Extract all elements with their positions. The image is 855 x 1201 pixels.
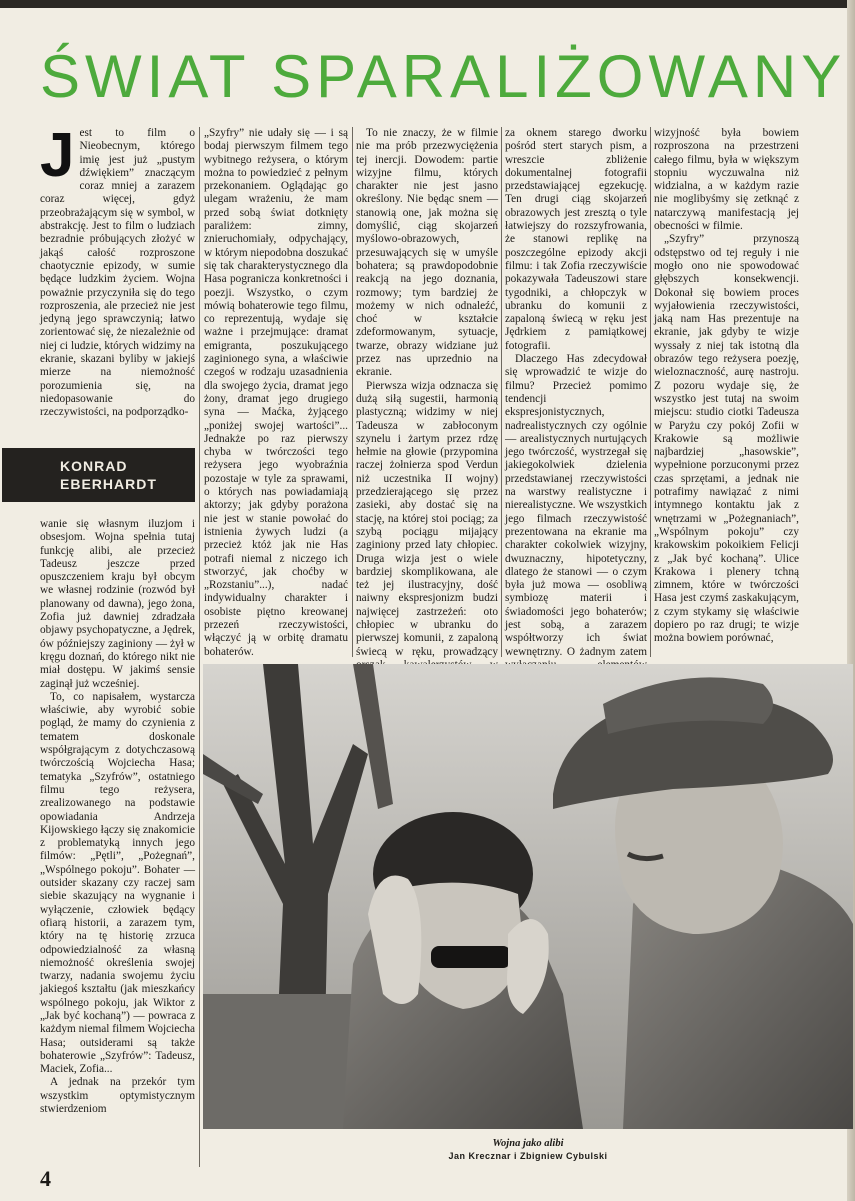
column-divider bbox=[650, 127, 651, 657]
drop-cap: J bbox=[40, 121, 75, 190]
author-first-name: KONRAD bbox=[60, 458, 128, 474]
column-4 bbox=[505, 127, 647, 657]
intro-text: est to film o Nieobecnym, którego imię jest już „pustym dźwiękiem” znaczącym coraz mniej a zarazem coraz więcej, gdyż przeobrażającym się w symbol, w abstrakcję. Jest to film o ludziach bezradnie próbujących złożyć w jakąś całość rozproszone chaotycznie epizody, w sumie będące ludzkim życiem. Wojna poważnie przyczyniła się do tego rozproszenia, ale przecież nie jest jedyną jego sprawczynią; łatwo zorientować się, że niezależnie od niej ci ludzie, których widzimy na ekranie, skazani byliby w jakiejś mierze na niemożność porozumienia się, na niedopasowanie do rzeczywistości, na podporządko- bbox=[40, 127, 195, 419]
column-1-bottom bbox=[40, 518, 195, 1161]
article-title: ŚWIAT SPARALIŻOWANY bbox=[40, 43, 847, 110]
film-still-photo bbox=[203, 664, 853, 1129]
page-number: 4 bbox=[40, 1166, 51, 1191]
paragraph: „Szyfry” nie udały się — i są bodaj pierwszym filmem tego wybitnego reżysera, o którym można to powiedzieć z pełnym przekonaniem. Oglądając go ulegam wrażeniu, że mam przed sobą świat dotknięty paraliżem: zimny, znieruchomiały, odpychający, w którym niepodobna doszukać się tak charakterystycznego dla Hasa pogranicza konkretności i poezji. Wszystko, o czym mówią bohaterowie tego filmu, co reprezentują, wydaje się ważne i przejmujące: dramat emigranta, poszukującego zaginionego syna, a właściwie czegoś w rodzaju uzasadnienia dla swojego życia, dramat jego żony, dramat jego drugiego syna — Maćka, żyjącego „poniżej swojej wartości”... Jednakże po raz pierwszy chyba w twórczości tego reżysera jego wyobraźnia pozostaje w tyle za sprawami, o których nas powiadamiają aktorzy; jak gdyby porażona nie jest w stanie powołać do istnienia żywych ludzi (a przecież któż jak nie Has potrafi niemal z niczego ich stworzyć, jak choćby w „Rozstaniu”...), nadać indywidualny charakter i osobiste piętno kreowanej przezeń rzeczywistości, włączyć ją w orbitę dramatu bohaterów. bbox=[204, 127, 349, 658]
intro-paragraph bbox=[40, 121, 195, 420]
photo-caption bbox=[203, 1138, 853, 1162]
column-3 bbox=[356, 127, 498, 657]
paragraph: „Szyfry” przynoszą odstępstwo od tej reguły i nie mogło ono nie spowodować głębszych konsekwencji. Dokonał się bowiem proces wyjałowienia rzeczywistości, jaką nam Has prezentuje na ekranie, jak gdyby te wizje wyssały z niej tak istotną dla obrazów tego reżysera poezję, wieloznaczność, aurę nastroju. Z pozoru wydaje się, że wszystko jest tutaj na swoim miejscu: studio ciotki Tadeusza w Paryżu czy pokój Zofii w Krakowie są możliwie najbardziej „hasowskie”, wypełnione porzuconymi przez czas sprzętami, a jednak nie potrafimy nawiązać z nimi intymnego kontaktu jak z wnętrzami w „Pożegnaniach”, „Wspólnym pokoju” czy krakowskim pokoikiem Felicji z „Jak być kochaną”. Ulice Krakowa i plenery tchną zimnem, które w twórczości Hasa jest czymś zaskakującym, z czym stykamy się właściwie dopiero po raz drugi; te wizje można bowiem porównać, bbox=[654, 233, 799, 645]
paragraph: wizyjność była bowiem rozproszona na przestrzeni całego filmu, była w większym stopniu wyczuwalna niż widzialna, a w każdym razie nie moglibyśmy się zetknąć z natarczywą manifestacją jej obecności w filmie. bbox=[654, 127, 799, 233]
caption-credits: Jan Krecznar i Zbigniew Cybulski bbox=[448, 1151, 608, 1161]
paragraph: Pierwsza wizja odznacza się dużą siłą sugestii, harmonią plastyczną; widzimy w niej Tadeusza w zabłoconym szynelu i żartym przez rdzę hełmie na głowie (przypomina raczej żołnierza spod Verdun niż uczestnika II wojny) przedzierającego się przez zasieki, aby dostać się na stację, na której stoi pociąg; za szybą pociągu mijający zaginiony przed laty chłopiec. Druga wizja jest o wiele bardziej skomplikowana, ale też jej ilustracyjny, dość naiwny ekspresjonizm budzi najwięcej zastrzeżeń: oto chłopiec w ubranku do pierwszej komunii, z zapaloną świecą w ręku, prowadzący bbox=[356, 379, 498, 658]
caption-title: Wojna jako alibi bbox=[492, 1138, 564, 1149]
author-byline bbox=[2, 448, 195, 502]
page-top-edge bbox=[0, 0, 855, 8]
column-2 bbox=[204, 127, 348, 657]
author-last-name: EBERHARDT bbox=[60, 476, 157, 492]
paragraph: A jednak na przekór tym wszystkim optymistycznym stwierdzeniom bbox=[40, 1076, 195, 1116]
photo-two-men-illustration bbox=[203, 664, 853, 1129]
paragraph: To nie znaczy, że w filmie nie ma prób przezwyciężenia tej inercji. Dowodem: partie wizyjne filmu, których charakter nie jest jasno określony. Nie będąc snem — stanowią one, jak można się domyślić, ciąg skojarzeń myślowo-obrazowych, przesuwających się w umyśle bohatera; są prawdopodobnie reakcją na jego doznania, rozmowy; tym bardziej że możemy w nich odnaleźć, choć w kształcie zdeformowanym, sytuacje, twarze, obrazy widziane już przez nas uprzednio na ekranie. bbox=[356, 127, 498, 379]
paragraph: To, co napisałem, wystarcza właściwie, aby wyrobić sobie pogląd, że mamy do czynienia z tematem doskonale współgrającym z dotychczasową twórczością Wojciecha Hasa; tematyka „Szyfrów”, ostatniego filmu tego reżysera, zrealizowanego na podstawie opowiadania Andrzeja Kijowskiego łączy się znakomicie z problematyką innych jego filmów: „Pętli”, „Pożegnań”, „Wspólnego pokoju”. Bohater — outsider skazany czy raczej sam siebie skazujący na wygnanie i wyłączenie, człowiek będący ofiarą historii, a zarazem tym, który na tę historię zrzuca odpowiedzialność za własną niemożność określenia swojej twarzy, nadania swojemu życiu jakiegoś kształtu (jak mieszkańcy wspólnego pokoju, jak Wiktor z „Jak być kochaną”) — powraca z każdym niemal filmem Wojciecha Hasa; outsiderami są także bohaterowie „Szyfrów”: Tadeusz, Maciek, Zofia... bbox=[40, 690, 195, 1076]
column-divider bbox=[199, 127, 200, 1167]
paragraph: Dlaczego Has zdecydował się wprowadzić te wizje do filmu? Przecież pomimo tendencji ekspresjonistycznych, nadrealistycznych czy ogólnie — arealistycznych nurtujących jego twórczość, wystrzegał się jakiegokolwiek dzielenia przedstawianej rzeczywistości na warstwy realistyczne i nierealistyczne. We wszystkich jego filmach rzeczywistość prezentowana na ekranie ma charakter cokolwiek wizyjny, dwuznaczny, hipotetyczny, dlatego że stanowi — o czym była już mowa — osobliwą symbiozę materii i świadomości jego bohaterów; jest sobą, a zarazem współtworzy ich świat wewnętrzny. O żadnym zatem bbox=[505, 353, 647, 658]
paragraph: za oknem starego dworku pośród stert starych pism, a wreszcie zbliżenie dokumentalnej fotografii przedstawiającej egzekucję. Ten drugi ciąg skojarzeń obrazowych jest zresztą o tyle łatwiejszy do rozszyfrowania, że stanowi replikę na poszczególne epizody akcji filmu: i tak Zofia rzeczywiście pokazywała Tadeuszowi stare tygodniki, a chłopczyk w ubranku do komunii z zapaloną świecą w ręku jest Jędrkiem z pamiątkowej fotografii. bbox=[505, 127, 647, 352]
column-1-top bbox=[40, 121, 195, 432]
column-divider bbox=[501, 127, 502, 657]
column-divider bbox=[352, 127, 353, 657]
column-5 bbox=[654, 127, 799, 657]
paragraph: wanie się własnym iluzjom i obsesjom. Wojna spełnia tutaj funkcję alibi, ale przecież Tadeusz jeszcze przed opuszczeniem kraju był obcym we własnej rodzinie (rozwód był planowany od dawna), jego żona, Zofia już dawniej zdradzała objawy psychopatyczne, a Jędrek, ów późniejszy zaginiony — żył w kręgu doznań, do którego nikt nie miał dostępu. W jakimś sensie zaginął już wcześniej. bbox=[40, 518, 195, 690]
